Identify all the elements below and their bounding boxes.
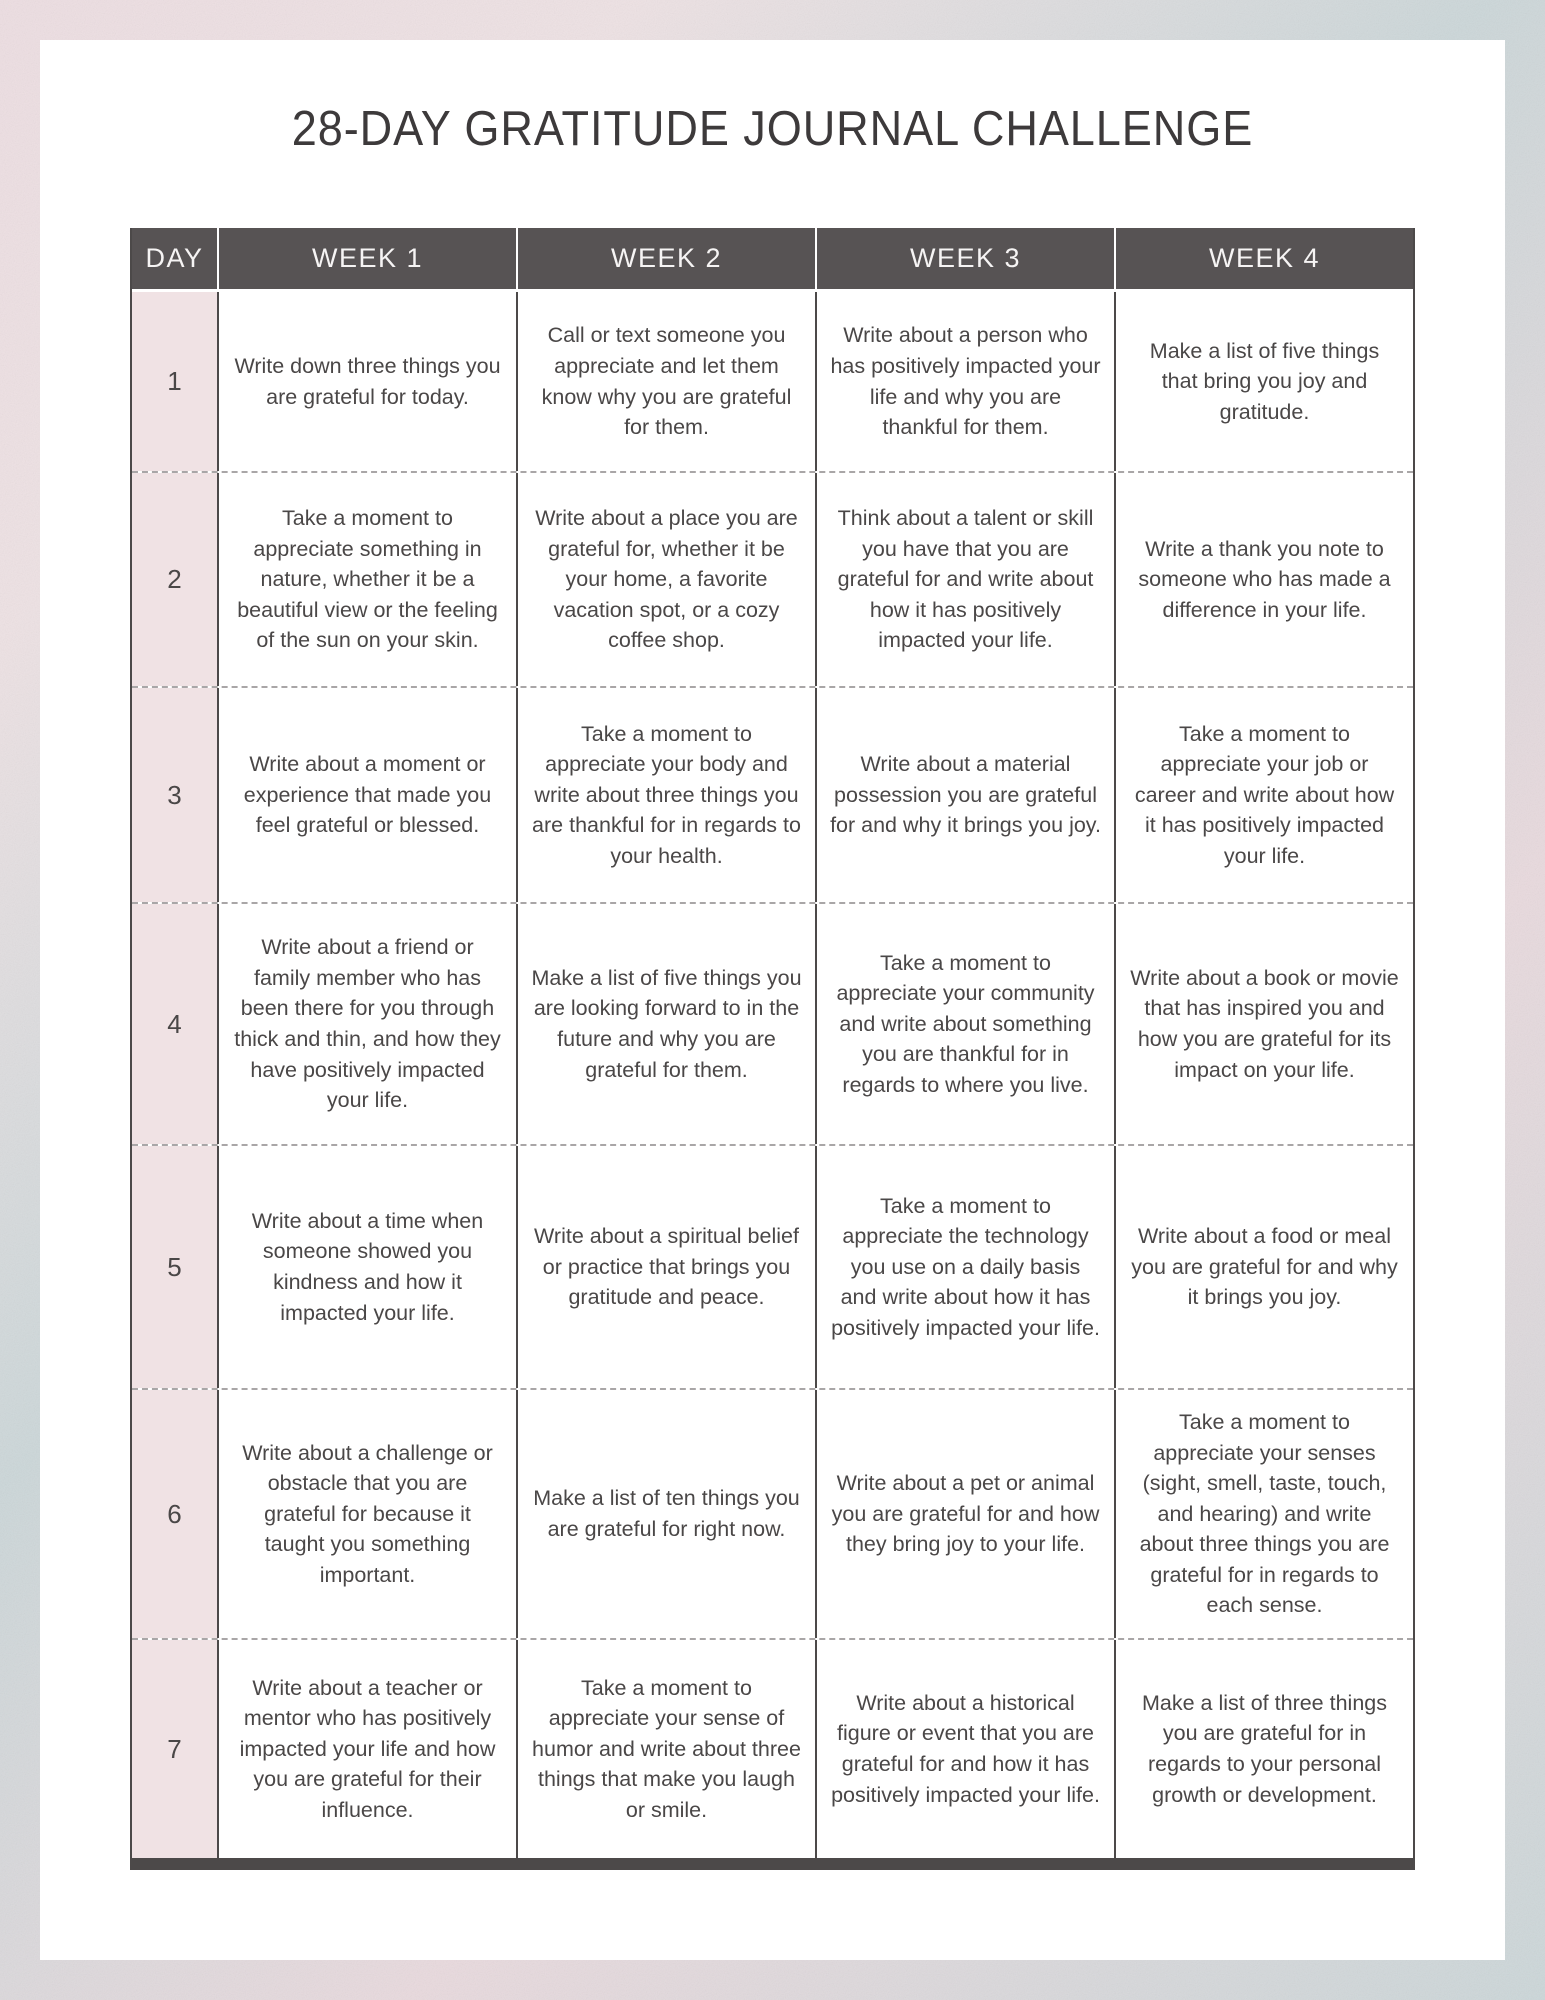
prompt-cell: Write about a historical figure or event that you are grateful for and how it has positively impacted your life. xyxy=(815,1640,1114,1858)
table-row xyxy=(132,1638,1413,1858)
table-row xyxy=(132,471,1413,686)
prompt-cell: Write about a friend or family member who has been there for you through thick and thin, and how they have positively impacted your life. xyxy=(217,904,516,1144)
table-row xyxy=(132,1144,1413,1388)
day-number: 1 xyxy=(132,292,217,471)
prompt-cell: Make a list of ten things you are grateful for right now. xyxy=(516,1390,815,1638)
day-number: 6 xyxy=(132,1390,217,1638)
column-header-day: DAY xyxy=(145,243,204,273)
prompt-cell: Write about a teacher or mentor who has positively impacted your life and how you are grateful for their influence. xyxy=(217,1640,516,1858)
column-header-week1: WEEK 1 xyxy=(217,228,516,289)
page-title: 28-DAY GRATITUDE JOURNAL CHALLENGE xyxy=(291,102,1254,156)
prompt-cell: Call or text someone you appreciate and let them know why you are grateful for them. xyxy=(516,292,815,471)
prompt-cell: Write about a place you are grateful for, whether it be your home, a favorite vacation spot, or a cozy coffee shop. xyxy=(516,473,815,686)
prompt-cell: Write about a challenge or obstacle that you are grateful for because it taught you something important. xyxy=(217,1390,516,1638)
table-row xyxy=(132,292,1413,471)
prompt-cell: Write about a pet or animal you are grateful for and how they bring joy to your life. xyxy=(815,1390,1114,1638)
prompt-cell: Write about a material possession you are grateful for and why it brings you joy. xyxy=(815,688,1114,902)
prompt-cell: Take a moment to appreciate your job or career and write about how it has positively impacted your life. xyxy=(1114,688,1413,902)
prompt-cell: Think about a talent or skill you have that you are grateful for and write about how it has positively impacted your life. xyxy=(815,473,1114,686)
prompt-cell: Make a list of five things that bring you joy and gratitude. xyxy=(1114,292,1413,471)
prompt-cell: Write about a book or movie that has inspired you and how you are grateful for its impact on your life. xyxy=(1114,904,1413,1144)
prompt-cell: Take a moment to appreciate your community and write about something you are thankful for in regards to where you live. xyxy=(815,904,1114,1144)
prompt-cell: Make a list of three things you are grateful for in regards to your personal growth or development. xyxy=(1114,1640,1413,1858)
column-header-week4: WEEK 4 xyxy=(1114,228,1413,289)
prompt-cell: Make a list of five things you are looking forward to in the future and why you are grateful for them. xyxy=(516,904,815,1144)
table-row xyxy=(132,1388,1413,1638)
prompt-cell: Take a moment to appreciate something in nature, whether it be a beautiful view or the feeling of the sun on your skin. xyxy=(217,473,516,686)
day-number: 4 xyxy=(132,904,217,1144)
prompt-cell: Write about a spiritual belief or practice that brings you gratitude and peace. xyxy=(516,1146,815,1388)
day-number: 7 xyxy=(132,1640,217,1858)
column-header-week3: WEEK 3 xyxy=(815,228,1114,289)
prompt-cell: Write about a person who has positively impacted your life and why you are thankful for them. xyxy=(815,292,1114,471)
prompt-cell: Take a moment to appreciate your body and write about three things you are thankful for in regards to your health. xyxy=(516,688,815,902)
prompt-cell: Write about a time when someone showed you kindness and how it impacted your life. xyxy=(217,1146,516,1388)
prompt-cell: Write about a food or meal you are grateful for and why it brings you joy. xyxy=(1114,1146,1413,1388)
day-number: 2 xyxy=(132,473,217,686)
content-card xyxy=(40,40,1505,1960)
table-row xyxy=(132,686,1413,902)
prompt-cell: Take a moment to appreciate your sense of humor and write about three things that make you laugh or smile. xyxy=(516,1640,815,1858)
gratitude-table xyxy=(130,228,1415,1870)
prompt-cell: Write down three things you are grateful for today. xyxy=(217,292,516,471)
table-header-row xyxy=(132,228,1413,292)
prompt-cell: Write a thank you note to someone who has made a difference in your life. xyxy=(1114,473,1413,686)
prompt-cell: Take a moment to appreciate the technology you use on a daily basis and write about how it has positively impacted your life. xyxy=(815,1146,1114,1388)
table-body xyxy=(132,292,1413,1858)
prompt-cell: Write about a moment or experience that made you feel grateful or blessed. xyxy=(217,688,516,902)
column-header-week2: WEEK 2 xyxy=(516,228,815,289)
day-number: 3 xyxy=(132,688,217,902)
prompt-cell: Take a moment to appreciate your senses (sight, smell, taste, touch, and hearing) and write about three things you are grateful for in regards to each sense. xyxy=(1114,1390,1413,1638)
table-row xyxy=(132,902,1413,1144)
day-number: 5 xyxy=(132,1146,217,1388)
